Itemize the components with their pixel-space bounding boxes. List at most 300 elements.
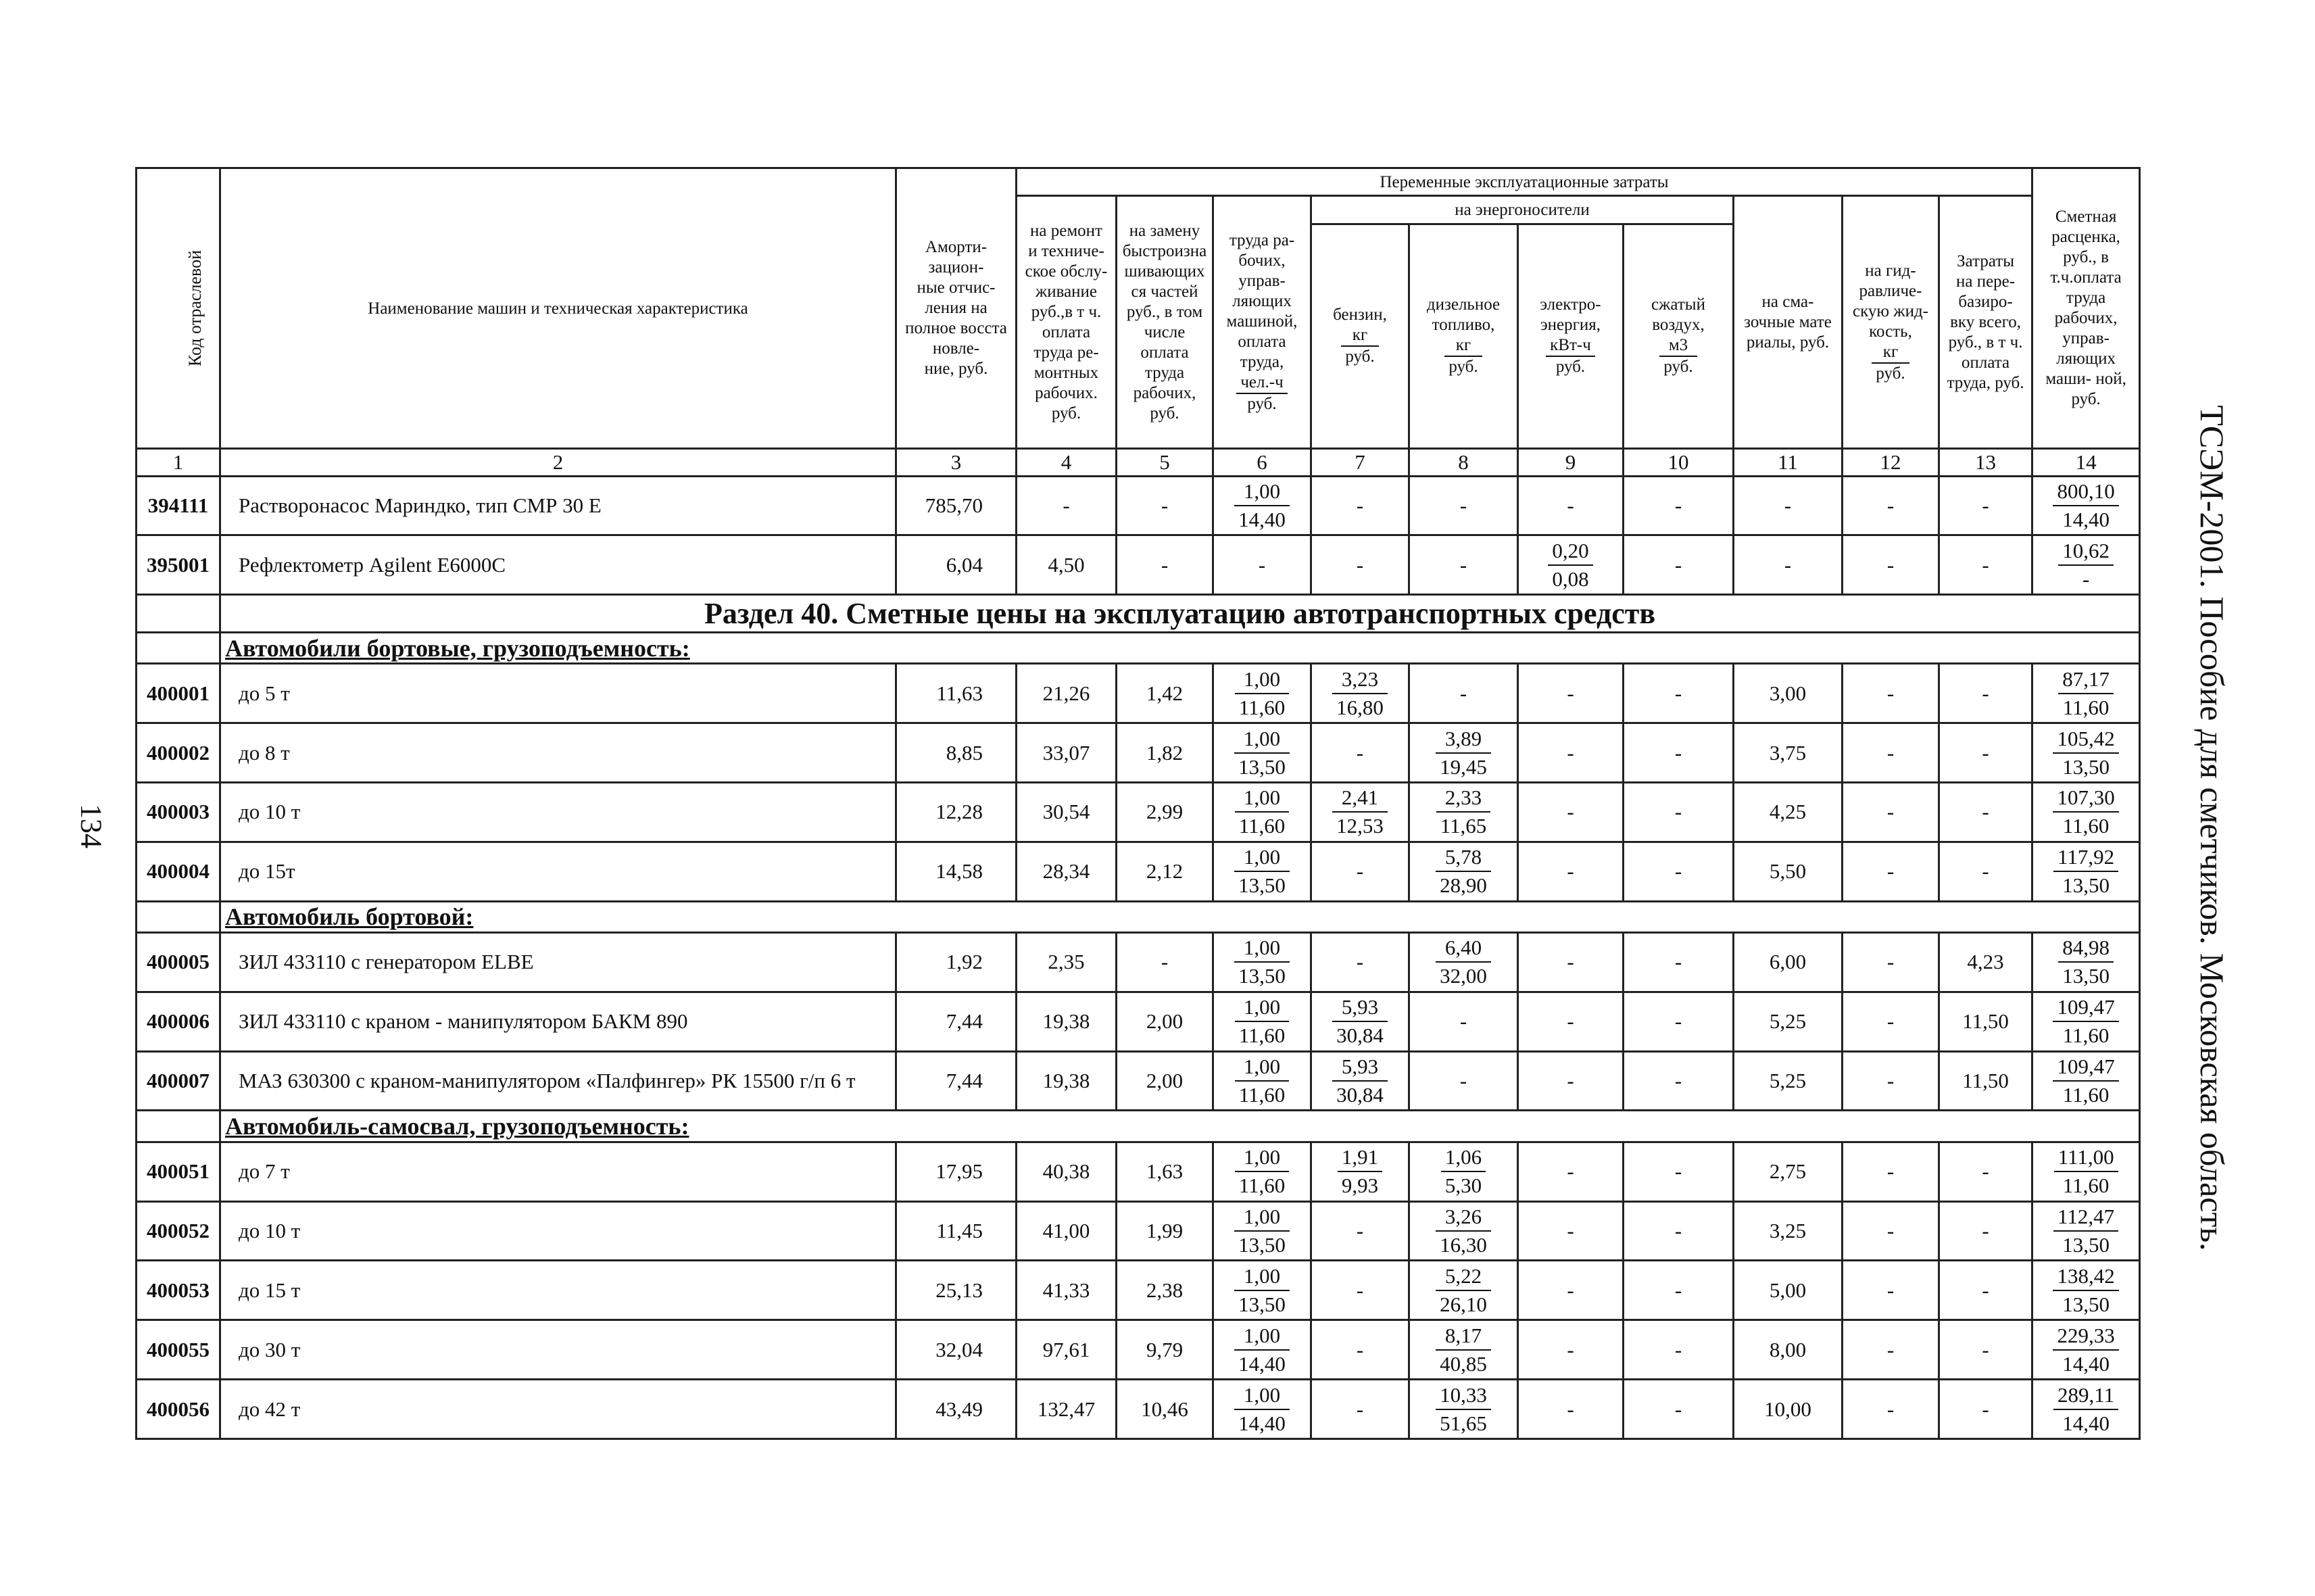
fraction-bottom: 13,50 xyxy=(2062,964,2110,988)
cell-electric xyxy=(1518,535,1624,595)
fraction-bottom: 51,65 xyxy=(1440,1411,1487,1435)
fraction-bottom: 11,60 xyxy=(1238,695,1286,719)
cell-petrol: - xyxy=(1311,933,1409,992)
fraction-bottom: 11,60 xyxy=(1238,1082,1286,1107)
cell-labor xyxy=(1213,1261,1311,1320)
cell-electric: - xyxy=(1518,1201,1624,1261)
header-line: базиро- xyxy=(1958,292,2013,311)
header-line: равличе- xyxy=(1859,281,1922,300)
header-line: дизельное xyxy=(1426,295,1501,314)
cell-repair: 19,38 xyxy=(1017,1051,1117,1111)
fraction-top: 10,33 xyxy=(1436,1382,1491,1410)
group-row xyxy=(137,901,2140,932)
header-line: рабочих, xyxy=(1133,383,1196,402)
column-numbers-row xyxy=(137,449,2140,476)
header-line: ные отчис- xyxy=(917,279,996,297)
header-labor: труда ра- бочих, управ- ляющих машиной, оплата труда, чел.-ч руб. xyxy=(1213,196,1311,449)
cell-lube: 3,00 xyxy=(1734,664,1843,723)
table-row xyxy=(137,723,2140,783)
cell-amort: 6,04 xyxy=(896,535,1017,595)
column-number: 6 xyxy=(1213,449,1311,476)
fraction-bottom: 13,50 xyxy=(2062,754,2110,779)
cell-relocation: - xyxy=(1939,1261,2032,1320)
cell-relocation: 11,50 xyxy=(1939,992,2032,1051)
fraction-top: 1,00 xyxy=(1234,934,1290,963)
cell-repair: 30,54 xyxy=(1017,782,1117,842)
fraction-top: 1,00 xyxy=(1235,666,1290,694)
cell-air: - xyxy=(1624,723,1734,783)
cell-petrol: - xyxy=(1311,1380,1409,1439)
header-line: сжатый xyxy=(1651,295,1705,314)
fraction-top: 5,93 xyxy=(1332,994,1388,1022)
fraction-top: 3,26 xyxy=(1436,1203,1491,1232)
cell-amort: 7,44 xyxy=(896,992,1017,1051)
fraction-bottom: 13,50 xyxy=(1238,1233,1286,1257)
cell-rate xyxy=(2032,723,2140,783)
cell-petrol xyxy=(1311,1051,1409,1111)
cell-repair: - xyxy=(1017,476,1117,535)
fraction-top: 84,98 xyxy=(2058,934,2114,963)
header-line: электро- xyxy=(1540,295,1601,314)
header-line: ское обслу- xyxy=(1025,262,1108,281)
fraction-bottom: 14,40 xyxy=(2062,1411,2110,1435)
cell-rate xyxy=(2032,1320,2140,1380)
fraction-top: 109,47 xyxy=(2053,994,2118,1022)
cell-code: 400051 xyxy=(137,1142,220,1201)
fraction-bottom: 14,40 xyxy=(2062,507,2110,531)
table-row xyxy=(137,664,2140,723)
header-line: труда xyxy=(2066,289,2106,308)
section-title: Раздел 40. Сметные цены на эксплуатацию автотранспортных средств xyxy=(220,595,2140,633)
cell-labor xyxy=(1213,842,1311,901)
header-name: Наименование машин и техническая характеристика xyxy=(220,168,896,449)
cell-labor xyxy=(1213,1142,1311,1201)
cell-petrol xyxy=(1311,782,1409,842)
cell-code: 400052 xyxy=(137,1201,220,1261)
fraction-bottom: 14,40 xyxy=(2062,1351,2110,1376)
cell-lube: 5,50 xyxy=(1734,842,1843,901)
cell-diesel xyxy=(1409,1142,1518,1201)
fraction-bottom: 11,60 xyxy=(2062,1023,2110,1048)
empty-cell xyxy=(137,595,220,633)
cell-code: 394111 xyxy=(137,476,220,535)
fraction-bottom: 14,40 xyxy=(1238,1411,1286,1435)
cell-electric: - xyxy=(1518,1051,1624,1111)
header-line: на ремонт xyxy=(1030,221,1102,240)
header-line: руб. xyxy=(1051,404,1081,422)
cell-lube: 6,00 xyxy=(1734,933,1843,992)
header-line: оплата xyxy=(1961,353,2010,372)
header-line: быстроизна xyxy=(1122,241,1207,260)
fraction-bottom: 11,60 xyxy=(2062,1082,2110,1107)
cell-labor xyxy=(1213,782,1311,842)
fraction-bottom: 16,80 xyxy=(1336,695,1384,719)
cell-hydraulic: - xyxy=(1843,782,1939,842)
header-line: на замену xyxy=(1129,221,1200,240)
cell-petrol: - xyxy=(1311,1261,1409,1320)
cell-air: - xyxy=(1624,664,1734,723)
cell-petrol: - xyxy=(1311,723,1409,783)
header-amort xyxy=(896,168,1017,449)
cell-rate xyxy=(2032,535,2140,595)
empty-cell xyxy=(137,901,220,932)
fraction-top: 1,00 xyxy=(1234,478,1290,506)
cell-lube: 2,75 xyxy=(1734,1142,1843,1201)
header-line: машиной, xyxy=(1226,312,1298,331)
cell-amort: 17,95 xyxy=(896,1142,1017,1201)
fraction-top: 1,00 xyxy=(1235,784,1290,813)
header-line: труда ра- xyxy=(1229,231,1295,249)
header-line: управ- xyxy=(2062,329,2110,348)
fraction-bottom: 11,60 xyxy=(2062,695,2110,719)
cell-rate xyxy=(2032,1380,2140,1439)
header-line: оплата xyxy=(1042,322,1091,341)
fraction-top: 5,22 xyxy=(1436,1263,1491,1291)
fraction-top: 1,00 xyxy=(1235,1144,1290,1172)
header-line: маши- ной, xyxy=(2045,370,2126,389)
cell-amort: 32,04 xyxy=(896,1320,1017,1380)
cell-labor xyxy=(1213,664,1311,723)
fraction-top: 1,00 xyxy=(1234,1203,1290,1232)
header-line: скую жид- xyxy=(1852,301,1928,320)
fraction-top: 1,00 xyxy=(1234,1382,1290,1410)
header-air: сжатый воздух, м3 руб. xyxy=(1624,224,1734,449)
table-row xyxy=(137,933,2140,992)
fraction-bottom: 13,50 xyxy=(1238,873,1286,898)
cell-electric: - xyxy=(1518,664,1624,723)
cell-petrol xyxy=(1311,1142,1409,1201)
header-line: управ- xyxy=(1238,271,1286,290)
cell-relocation: - xyxy=(1939,1142,2032,1201)
fraction-bottom: 40,85 xyxy=(1440,1351,1487,1376)
cell-name: до 5 т xyxy=(220,664,896,723)
fraction-bottom: 11,60 xyxy=(1238,1023,1286,1048)
cell-air: - xyxy=(1624,1201,1734,1261)
header-line: труда, руб. xyxy=(1947,373,2024,392)
header-hydraulic: на гид- равличе- скую жид- кость, кг руб. xyxy=(1843,196,1939,449)
cell-hydraulic: - xyxy=(1843,476,1939,535)
header-line: труда xyxy=(1144,363,1185,382)
cell-name: до 42 т xyxy=(220,1380,896,1439)
cell-diesel xyxy=(1409,723,1518,783)
cell-electric: - xyxy=(1518,1320,1624,1380)
cell-hydraulic: - xyxy=(1843,1051,1939,1111)
cell-code: 400055 xyxy=(137,1320,220,1380)
cell-lube: 5,25 xyxy=(1734,992,1843,1051)
cell-parts: 2,99 xyxy=(1117,782,1213,842)
cell-air: - xyxy=(1624,782,1734,842)
fraction-top: 5,78 xyxy=(1436,844,1491,872)
cell-relocation: - xyxy=(1939,1320,2032,1380)
header-variable-costs: Переменные эксплуатационные затраты xyxy=(1017,168,2032,196)
cell-parts: 2,38 xyxy=(1117,1261,1213,1320)
header-line: оплата xyxy=(1238,332,1286,351)
cell-diesel: - xyxy=(1409,1051,1518,1111)
cell-diesel xyxy=(1409,1380,1518,1439)
cell-repair: 28,34 xyxy=(1017,842,1117,901)
cell-hydraulic: - xyxy=(1843,1380,1939,1439)
cell-hydraulic: - xyxy=(1843,842,1939,901)
header-energy: на энергоносители xyxy=(1311,196,1734,224)
header-line: ляющих xyxy=(2056,349,2116,368)
header-line: Сметная xyxy=(2055,208,2117,226)
header-line: оплата xyxy=(1140,343,1189,362)
cell-labor xyxy=(1213,933,1311,992)
header-line: рабочих, xyxy=(2054,309,2118,328)
group-row xyxy=(137,1111,2140,1142)
table-row xyxy=(137,992,2140,1051)
header-line: живание xyxy=(1035,282,1098,301)
fraction-top: 800,10 xyxy=(2053,478,2118,506)
cell-relocation: - xyxy=(1939,476,2032,535)
cell-code: 400003 xyxy=(137,782,220,842)
cell-labor xyxy=(1213,476,1311,535)
cell-repair: 97,61 xyxy=(1017,1320,1117,1380)
header-rate xyxy=(2032,168,2140,449)
cell-air: - xyxy=(1624,1320,1734,1380)
cell-name: ЗИЛ 433110 с генератором ELBE xyxy=(220,933,896,992)
cell-repair: 21,26 xyxy=(1017,664,1117,723)
cell-hydraulic: - xyxy=(1843,1320,1939,1380)
header-line: руб. xyxy=(1150,404,1179,422)
cell-code: 400004 xyxy=(137,842,220,901)
fraction-bottom: 26,10 xyxy=(1440,1292,1487,1316)
cell-amort: 8,85 xyxy=(896,723,1017,783)
cell-amort: 11,63 xyxy=(896,664,1017,723)
header-line: руб., в том xyxy=(1126,302,1203,321)
header-line: вку всего, xyxy=(1950,312,2021,331)
cell-labor xyxy=(1213,1051,1311,1111)
cell-name: ЗИЛ 433110 с краном - манипулятором БАКМ 890 xyxy=(220,992,896,1051)
column-number: 10 xyxy=(1624,449,1734,476)
cell-code: 400005 xyxy=(137,933,220,992)
fraction-top: 107,30 xyxy=(2053,784,2118,813)
fraction-top: 111,00 xyxy=(2054,1144,2118,1172)
cell-air: - xyxy=(1624,842,1734,901)
cell-air: - xyxy=(1624,1380,1734,1439)
cell-lube: 4,25 xyxy=(1734,782,1843,842)
cell-name: до 10 т xyxy=(220,1201,896,1261)
header-relocation xyxy=(1939,196,2032,449)
cell-air: - xyxy=(1624,1261,1734,1320)
header-line: и техниче- xyxy=(1028,241,1104,260)
column-number: 2 xyxy=(220,449,896,476)
cell-repair: 4,50 xyxy=(1017,535,1117,595)
header-line: риалы, руб. xyxy=(1746,333,1830,352)
cell-amort: 7,44 xyxy=(896,1051,1017,1111)
cell-name: до 15т xyxy=(220,842,896,901)
cell-parts: - xyxy=(1117,476,1213,535)
header-line: на гид- xyxy=(1865,261,1916,280)
cell-labor xyxy=(1213,723,1311,783)
cell-amort: 12,28 xyxy=(896,782,1017,842)
table-row xyxy=(137,782,2140,842)
cell-parts: 1,63 xyxy=(1117,1142,1213,1201)
cell-relocation: - xyxy=(1939,1380,2032,1439)
fraction-top: 1,00 xyxy=(1234,725,1290,754)
cell-rate xyxy=(2032,992,2140,1051)
column-number: 8 xyxy=(1409,449,1518,476)
cell-air: - xyxy=(1624,1051,1734,1111)
fraction-bottom: 0,08 xyxy=(1552,566,1589,591)
fraction-bottom: 13,50 xyxy=(1238,964,1286,988)
cell-lube: 3,75 xyxy=(1734,723,1843,783)
fraction-bottom: 30,84 xyxy=(1336,1023,1384,1048)
header-line: на пере- xyxy=(1955,272,2016,291)
cell-name: до 8 т xyxy=(220,723,896,783)
cell-parts: 10,46 xyxy=(1117,1380,1213,1439)
cell-rate xyxy=(2032,1261,2140,1320)
table-row xyxy=(137,1320,2140,1380)
fraction-bottom: 14,40 xyxy=(1238,507,1286,531)
cell-hydraulic: - xyxy=(1843,1201,1939,1261)
fraction-bottom: 13,50 xyxy=(1238,754,1286,779)
header-line: Аморти- xyxy=(925,238,988,257)
cell-hydraulic: - xyxy=(1843,1142,1939,1201)
table-row xyxy=(137,1380,2140,1439)
table-row xyxy=(137,842,2140,901)
cell-electric: - xyxy=(1518,1380,1624,1439)
fraction-bottom: 11,60 xyxy=(2062,814,2110,838)
fraction-bottom: 13,50 xyxy=(2062,873,2110,898)
fraction-top: 3,89 xyxy=(1436,725,1491,754)
cell-petrol: - xyxy=(1311,535,1409,595)
cell-relocation: 4,23 xyxy=(1939,933,2032,992)
header-line: труда, xyxy=(1240,352,1284,371)
cell-labor: - xyxy=(1213,535,1311,595)
fraction-bottom: 14,40 xyxy=(1238,1351,1286,1376)
header-line: бочих, xyxy=(1238,251,1286,270)
cell-code: 395001 xyxy=(137,535,220,595)
cell-electric: - xyxy=(1518,782,1624,842)
cell-electric: - xyxy=(1518,1261,1624,1320)
cell-repair: 19,38 xyxy=(1017,992,1117,1051)
fraction-top: 2,33 xyxy=(1436,784,1491,813)
fraction-bottom: 16,30 xyxy=(1440,1233,1487,1257)
cell-electric: - xyxy=(1518,1142,1624,1201)
fraction-top: 5,93 xyxy=(1332,1053,1388,1082)
fraction-top: 229,33 xyxy=(2053,1322,2118,1351)
header-line: руб., в xyxy=(2063,248,2109,267)
fraction-bottom: 28,90 xyxy=(1440,873,1487,898)
fraction-bottom: - xyxy=(2082,566,2090,591)
fraction-bottom: 13,50 xyxy=(2062,1233,2110,1257)
table-row xyxy=(137,1051,2140,1111)
fraction-bottom: 13,50 xyxy=(1238,1292,1286,1316)
cell-hydraulic: - xyxy=(1843,1261,1939,1320)
cell-lube: - xyxy=(1734,476,1843,535)
cell-labor xyxy=(1213,992,1311,1051)
fraction-top: 2,41 xyxy=(1332,784,1388,813)
fraction-bottom: 11,60 xyxy=(1238,1174,1286,1198)
cell-name: до 30 т xyxy=(220,1320,896,1380)
group-row xyxy=(137,632,2140,663)
header-line: т.ч.оплата xyxy=(2050,268,2122,287)
header-line: рабочих. xyxy=(1035,383,1098,402)
cell-name: Растворонасос Мариндко, тип СМР 30 Е xyxy=(220,476,896,535)
header-line: ся частей xyxy=(1131,282,1198,301)
cell-labor xyxy=(1213,1201,1311,1261)
cell-repair: 40,38 xyxy=(1017,1142,1117,1201)
cell-diesel: - xyxy=(1409,992,1518,1051)
cell-diesel xyxy=(1409,1261,1518,1320)
cell-petrol xyxy=(1311,664,1409,723)
fraction-top: 112,47 xyxy=(2053,1203,2118,1232)
cell-relocation: - xyxy=(1939,535,2032,595)
cell-labor xyxy=(1213,1380,1311,1439)
cell-hydraulic: - xyxy=(1843,664,1939,723)
fraction-top: 0,20 xyxy=(1548,537,1592,566)
cell-code: 400056 xyxy=(137,1380,220,1439)
fraction-top: 105,42 xyxy=(2053,725,2118,754)
cell-parts: 2,00 xyxy=(1117,992,1213,1051)
cell-lube: - xyxy=(1734,535,1843,595)
cell-electric: - xyxy=(1518,842,1624,901)
header-repair xyxy=(1017,196,1117,449)
fraction-bottom: 32,00 xyxy=(1440,964,1487,988)
column-number: 12 xyxy=(1843,449,1939,476)
header-line: руб., в т ч. xyxy=(1948,333,2023,352)
cell-code: 400002 xyxy=(137,723,220,783)
header-line: ления на xyxy=(925,299,988,318)
fraction-top: 1,06 xyxy=(1441,1144,1486,1172)
cell-parts: - xyxy=(1117,933,1213,992)
cell-air: - xyxy=(1624,1142,1734,1201)
column-number: 7 xyxy=(1311,449,1409,476)
header-diesel: дизельное топливо, кг руб. xyxy=(1409,224,1518,449)
header-line: монтных xyxy=(1033,363,1099,382)
cell-repair: 2,35 xyxy=(1017,933,1117,992)
cell-rate xyxy=(2032,1051,2140,1111)
cell-electric: - xyxy=(1518,476,1624,535)
cell-electric: - xyxy=(1518,723,1624,783)
cell-diesel xyxy=(1409,1320,1518,1380)
cell-rate xyxy=(2032,842,2140,901)
cell-name: до 10 т xyxy=(220,782,896,842)
cell-name: Рефлектометр Agilent E6000C xyxy=(220,535,896,595)
column-number: 5 xyxy=(1117,449,1213,476)
group-title: Автомобили бортовые, грузоподъемность: xyxy=(220,632,2140,663)
cell-diesel: - xyxy=(1409,535,1518,595)
fraction-top: 1,91 xyxy=(1338,1144,1382,1172)
cell-rate xyxy=(2032,664,2140,723)
fraction-top: 10,62 xyxy=(2058,537,2114,566)
fraction-top: 1,00 xyxy=(1235,1053,1290,1082)
fraction-bottom: 13,50 xyxy=(2062,1292,2110,1316)
cell-petrol: - xyxy=(1311,476,1409,535)
cell-parts: 1,82 xyxy=(1117,723,1213,783)
cell-hydraulic: - xyxy=(1843,723,1939,783)
cell-name: до 7 т xyxy=(220,1142,896,1201)
fraction-top: 117,92 xyxy=(2053,844,2118,872)
cell-relocation: - xyxy=(1939,1201,2032,1261)
header-line: труда ре- xyxy=(1033,343,1099,362)
header-line: числе xyxy=(1144,322,1186,341)
cell-hydraulic: - xyxy=(1843,992,1939,1051)
cell-relocation: - xyxy=(1939,842,2032,901)
section-row xyxy=(137,595,2140,633)
cell-diesel xyxy=(1409,933,1518,992)
cell-diesel xyxy=(1409,842,1518,901)
fraction-bottom: 11,60 xyxy=(1238,814,1286,838)
cell-repair: 41,33 xyxy=(1017,1261,1117,1320)
cell-code: 400053 xyxy=(137,1261,220,1320)
cell-labor xyxy=(1213,1320,1311,1380)
cell-relocation: - xyxy=(1939,664,2032,723)
group-title: Автомобиль бортовой: xyxy=(220,901,2140,932)
cell-lube: 8,00 xyxy=(1734,1320,1843,1380)
header-line: ляющих xyxy=(1232,291,1292,310)
